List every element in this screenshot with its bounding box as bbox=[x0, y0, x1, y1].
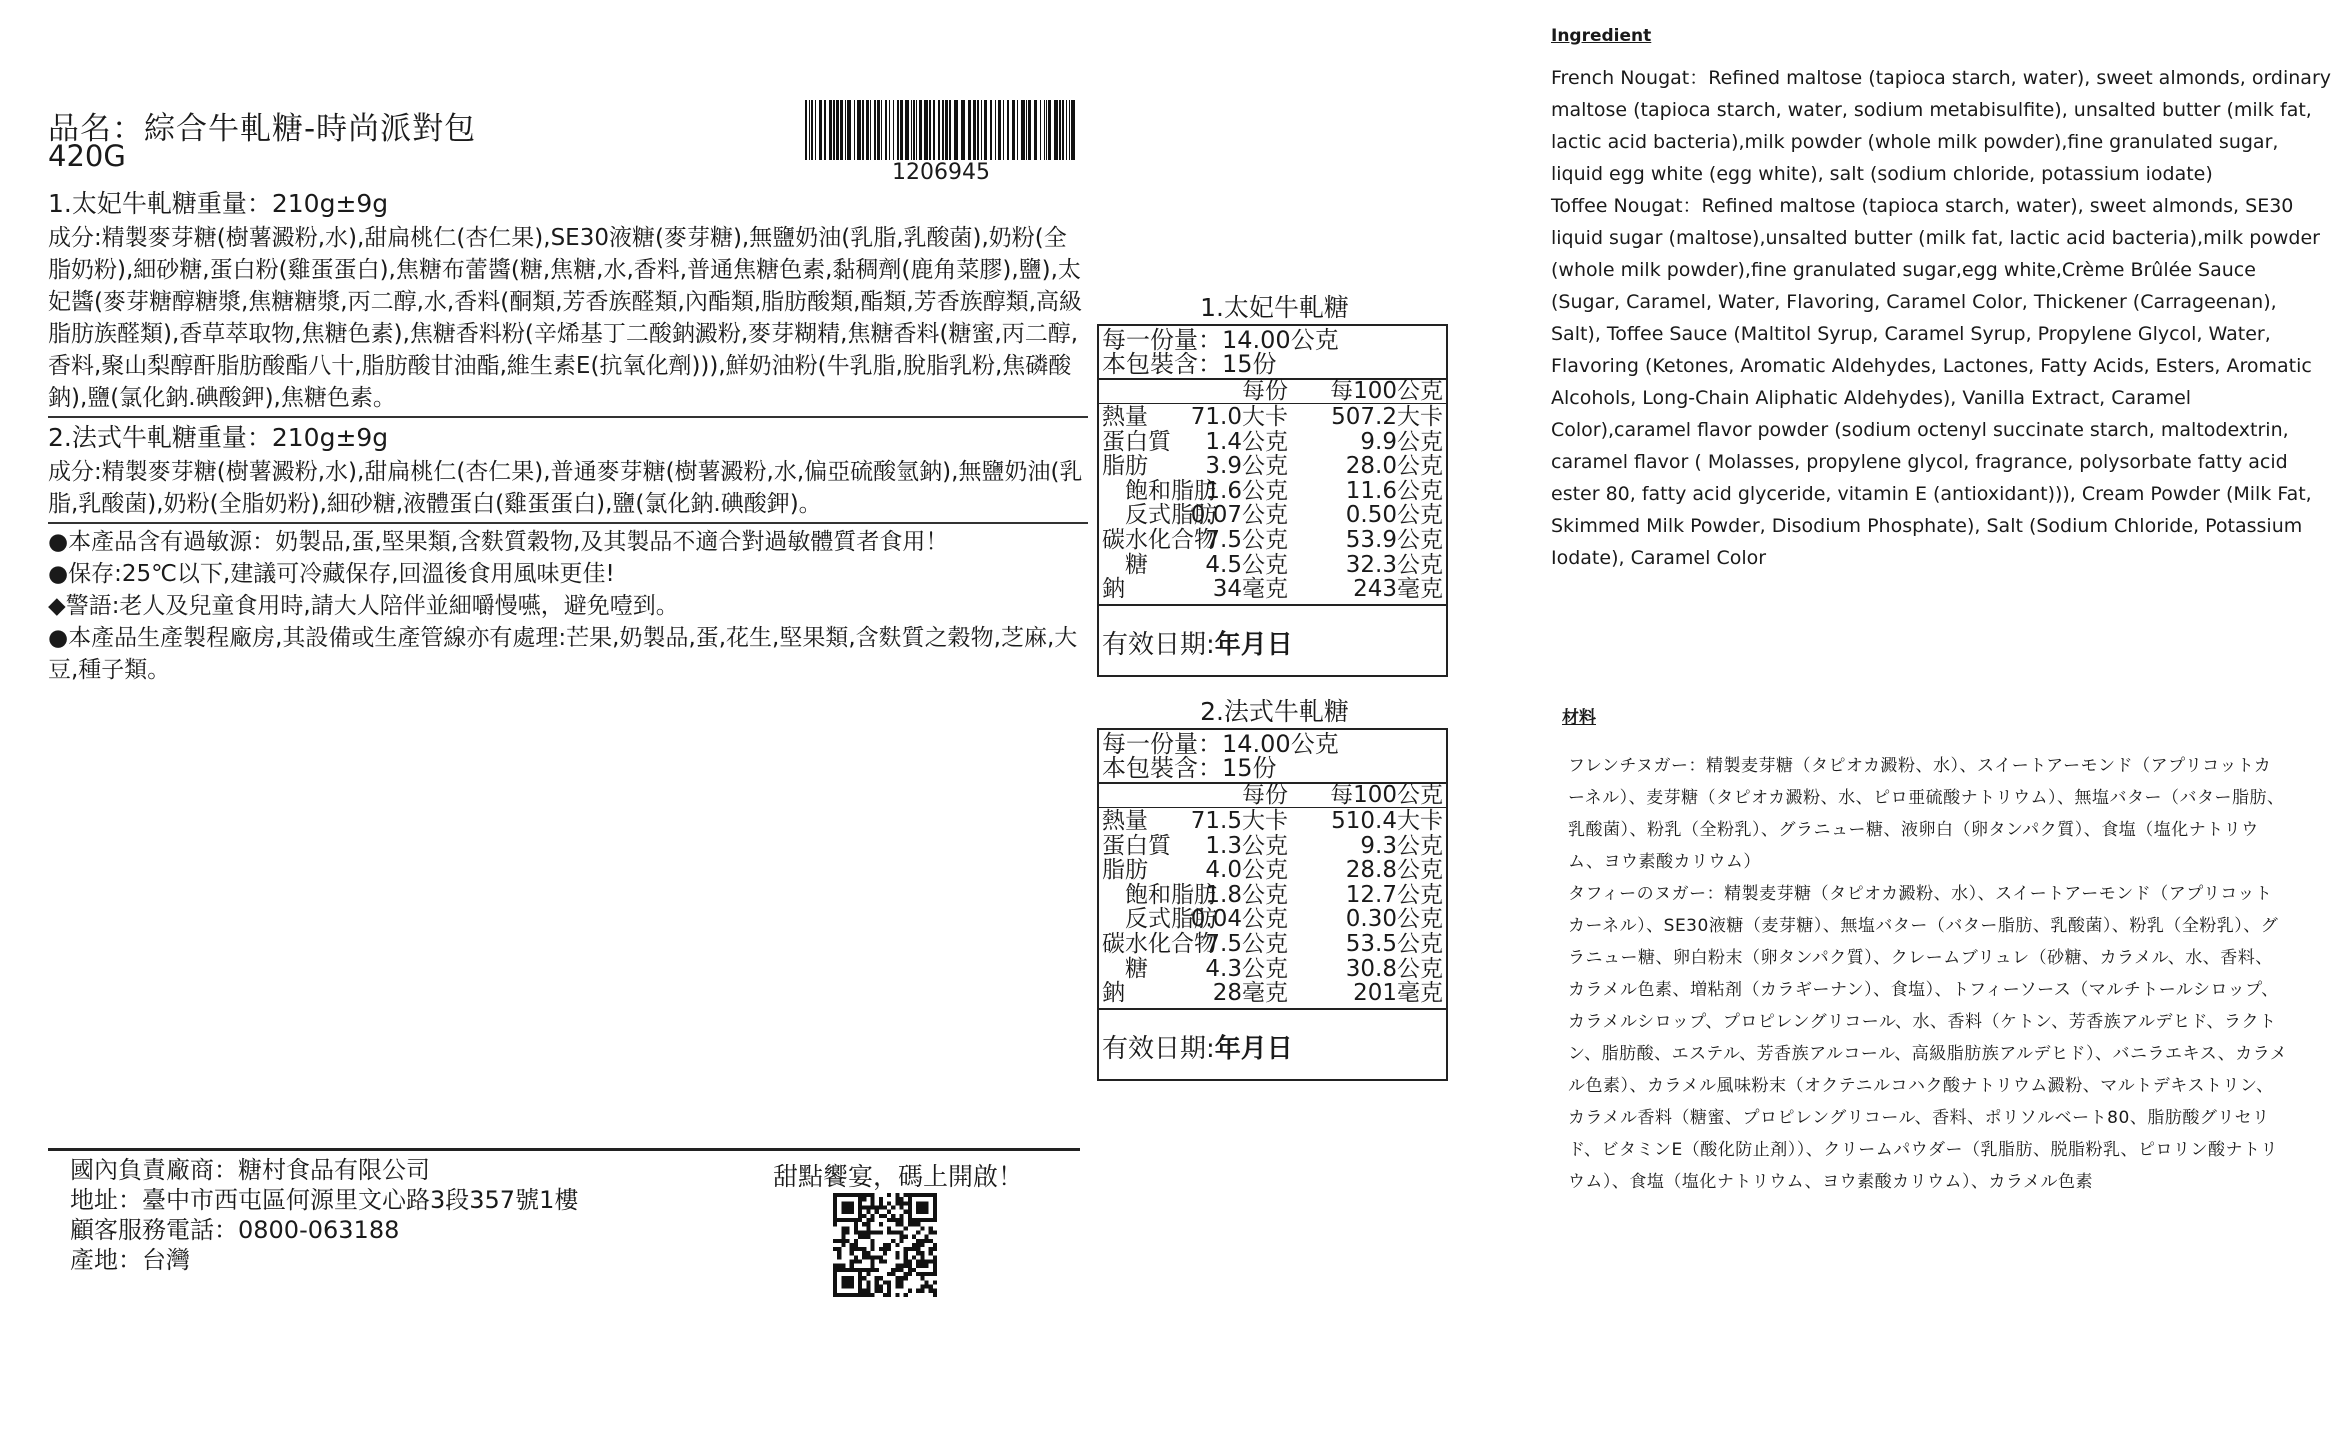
nutrition-row bbox=[1102, 907, 1443, 932]
per-serving-value: 4.0公克 bbox=[1205, 857, 1288, 884]
nutrition-title: 1.太妃牛軋糖 bbox=[1200, 293, 1349, 322]
nutrition-row bbox=[1102, 503, 1443, 528]
servings-per-package: 本包裝含：15份 bbox=[1102, 350, 1277, 378]
per-100g-value: 9.3公克 bbox=[1360, 832, 1443, 859]
per-100g-value: 28.0公克 bbox=[1345, 453, 1443, 480]
japanese-toffee-nougat: タフィーのヌガー：精製麦芽糖（タピオカ澱粉、水）、スイートアーモンド（アプリコットカーネル）、SE30液糖（麦芽糖）、無塩バター（バター脂肪、乳酸菌）、粉乳（全粉乳）、グラニュー糖、卵白粉末（卵タンパク質）、クレームブリュレ（砂糖、カラメル、水、香料、カラメル色素、増粘剤（カラギーナン）、食塩）、トフィーソース（マルチトールシロップ、カラメルシロップ、プロピレングリコール、水、香料（ケトン、芳香族アルデヒド、ラクトン、脂肪酸、エステル、芳香族アルコール、高級脂肪族アルデヒド）、バニラエキス、カラメル色素）、カラメル風味粉末（オクテニルコハク酸ナトリウム澱粉、マルトデキストリン、カラメル香料（糖蜜、プロピレングリコール、香料、ポリソルベート80、脂肪酸グリセリド、ビタミンE（酸化防止剤））、クリームパウダー（乳脂肪、脱脂粉乳、ピロリン酸ナトリウム）、食塩（塩化ナトリウム、ヨウ素酸カリウム）、カラメル色素 bbox=[1568, 884, 2288, 1192]
nutrient-label: 反式脂肪 bbox=[1102, 906, 1217, 933]
storage-note: ●保存:25℃以下,建議可冷藏保存,回溫後食用風味更佳! bbox=[48, 561, 615, 587]
footer-divider bbox=[48, 1148, 1080, 1151]
per-serving-value: 7.5公克 bbox=[1205, 526, 1288, 553]
nutrition-row bbox=[1102, 957, 1443, 982]
section2-ingredients: 成分:精製麥芽糖(樹薯澱粉,水),甜扁桃仁(杏仁果),普通麥芽糖(樹薯澱粉,水,偏亞硫酸氫鈉),無鹽奶油(乳脂,乳酸菌),奶粉(全脂奶粉),細砂糖,液體蛋白(雞蛋蛋白),鹽(氯化鈉.碘酸鉀)。 bbox=[48, 459, 1083, 517]
facility-note: ●本產品生產製程廠房,其設備或生產管線亦有處理:芒果,奶製品,蛋,花生,堅果類,含麩質之穀物,芝麻,大豆,種子類。 bbox=[48, 625, 1078, 683]
nutrition-row bbox=[1102, 553, 1443, 578]
col-per-100g: 每100公克 bbox=[1330, 378, 1443, 404]
per-serving-value: 3.9公克 bbox=[1205, 453, 1288, 480]
per-100g-value: 243毫克 bbox=[1353, 576, 1443, 603]
qr-code-icon[interactable] bbox=[833, 1193, 937, 1297]
qr-slogan: 甜點饗宴，碼上開啟！ bbox=[773, 1162, 1024, 1191]
divider bbox=[48, 522, 1088, 524]
servings-per-package: 本包裝含：15份 bbox=[1102, 754, 1277, 782]
expiry-value: 年月日 bbox=[1214, 1033, 1293, 1064]
per-100g-value: 0.50公克 bbox=[1345, 502, 1443, 529]
english-french-nougat: French Nougat：Refined maltose (tapioca starch, water), sweet almonds, ordinary maltose (tapioca starch, water, sodium metabisulfite), unsalted butter (milk fat, lactic acid bacteria),milk powder (whole milk powder),fine granulated sugar, liquid egg white (egg white), salt (sodium chloride, potassium iodate) bbox=[1551, 67, 2332, 185]
nutrient-label: 脂肪 bbox=[1102, 857, 1148, 884]
nutrient-label: 碳水化合物 bbox=[1102, 930, 1217, 957]
expiry-label: 有效日期: bbox=[1102, 1033, 1215, 1064]
per-serving-value: 7.5公克 bbox=[1205, 930, 1288, 957]
nutrient-label: 鈉 bbox=[1102, 980, 1125, 1007]
barcode-image bbox=[805, 100, 1077, 160]
col-per-100g: 每100公克 bbox=[1330, 782, 1443, 808]
serving-size: 每一份量：14.00公克 bbox=[1102, 326, 1339, 354]
nutrition-row bbox=[1102, 479, 1443, 504]
nutrient-label: 糖 bbox=[1102, 955, 1148, 982]
japanese-french-nougat: フレンチヌガー：精製麦芽糖（タピオカ澱粉、水）、スイートアーモンド（アプリコットカーネル）、麦芽糖（タピオカ澱粉、水、ピロ亜硫酸ナトリウム）、無塩バター（バター脂肪、乳酸菌）、粉乳（全粉乳）、グラニュー糖、液卵白（卵タンパク質）、食塩（塩化ナトリウム、ヨウ素酸カリウム） bbox=[1568, 756, 2285, 872]
nutrition-block-1 bbox=[1097, 288, 1452, 677]
nutrition-row bbox=[1102, 454, 1443, 479]
nutrition-row bbox=[1102, 834, 1443, 859]
address: 地址：臺中市西屯區何源里文心路3段357號1樓 bbox=[70, 1186, 579, 1214]
nutrient-label: 飽和脂肪 bbox=[1102, 477, 1217, 504]
expiry-value: 年月日 bbox=[1214, 629, 1293, 660]
nutrition-row bbox=[1102, 932, 1443, 957]
english-ingredients bbox=[1551, 62, 2331, 574]
per-serving-value: 0.07公克 bbox=[1190, 502, 1288, 529]
per-serving-value: 1.3公克 bbox=[1205, 832, 1288, 859]
nutrition-table bbox=[1097, 728, 1448, 1081]
per-serving-value: 1.8公克 bbox=[1205, 881, 1288, 908]
nutrient-label: 蛋白質 bbox=[1102, 832, 1171, 859]
per-serving-value: 1.4公克 bbox=[1205, 428, 1288, 455]
per-serving-value: 71.0大卡 bbox=[1190, 404, 1288, 430]
nutrient-label: 飽和脂肪 bbox=[1102, 881, 1217, 908]
section1-title: 1.太妃牛軋糖重量：210g±9g bbox=[48, 189, 389, 218]
expiry-date bbox=[1099, 1010, 1446, 1079]
per-100g-value: 510.4大卡 bbox=[1331, 808, 1443, 834]
nutrition-row bbox=[1102, 981, 1443, 1006]
expiry-date bbox=[1099, 606, 1446, 675]
product-weight: 420G bbox=[48, 139, 126, 173]
nutrient-label: 糖 bbox=[1102, 551, 1148, 578]
per-serving-value: 4.5公克 bbox=[1205, 551, 1288, 578]
nutrition-row bbox=[1102, 528, 1443, 553]
company-info bbox=[70, 1155, 578, 1275]
per-100g-value: 53.5公克 bbox=[1345, 930, 1443, 957]
customer-phone: 顧客服務電話：0800-063188 bbox=[70, 1216, 400, 1244]
origin: 產地：台灣 bbox=[70, 1246, 190, 1274]
nutrition-table bbox=[1097, 324, 1448, 677]
section2-title: 2.法式牛軋糖重量：210g±9g bbox=[48, 423, 389, 452]
nutrient-label: 熱量 bbox=[1102, 404, 1148, 430]
nutrition-row bbox=[1102, 430, 1443, 455]
nutrition-row bbox=[1102, 883, 1443, 908]
per-serving-value: 0.04公克 bbox=[1190, 906, 1288, 933]
ingredients-column bbox=[48, 186, 1088, 686]
nutrition-rows bbox=[1099, 808, 1446, 1010]
per-serving-value: 34毫克 bbox=[1212, 576, 1288, 603]
nutrition-block-2 bbox=[1097, 692, 1452, 1081]
nutrient-label: 蛋白質 bbox=[1102, 428, 1171, 455]
japanese-ingredients bbox=[1568, 750, 2288, 1198]
nutrition-title: 2.法式牛軋糖 bbox=[1200, 697, 1349, 726]
allergen-note: ●本產品含有過敏源：奶製品,蛋,堅果類,含麩質穀物,及其製品不適合對過敏體質者食用！ bbox=[48, 529, 949, 555]
per-100g-value: 28.8公克 bbox=[1345, 857, 1443, 884]
nutrition-row bbox=[1102, 858, 1443, 883]
nutrient-label: 脂肪 bbox=[1102, 453, 1148, 480]
nutrition-row bbox=[1102, 809, 1443, 834]
barcode-number: 1206945 bbox=[892, 160, 990, 185]
per-serving-value: 28毫克 bbox=[1212, 980, 1288, 1007]
per-100g-value: 9.9公克 bbox=[1360, 428, 1443, 455]
nutrition-row bbox=[1102, 577, 1443, 602]
per-serving-value: 1.6公克 bbox=[1205, 477, 1288, 504]
per-100g-value: 12.7公克 bbox=[1345, 881, 1443, 908]
warning-note: ◆警語:老人及兒童食用時,請大人陪伴並細嚼慢嚥，避免噎到。 bbox=[48, 593, 679, 619]
japanese-heading: 材料 bbox=[1562, 708, 1596, 728]
col-per-serving: 每份 bbox=[1242, 782, 1288, 808]
nutrition-rows bbox=[1099, 404, 1446, 606]
per-100g-value: 201毫克 bbox=[1353, 980, 1443, 1007]
nutrient-label: 反式脂肪 bbox=[1102, 502, 1217, 529]
per-100g-value: 507.2大卡 bbox=[1331, 404, 1443, 430]
divider bbox=[48, 416, 1088, 418]
per-100g-value: 30.8公克 bbox=[1345, 955, 1443, 982]
nutrition-row bbox=[1102, 405, 1443, 430]
serving-size: 每一份量：14.00公克 bbox=[1102, 730, 1339, 758]
nutrient-label: 鈉 bbox=[1102, 576, 1125, 603]
per-100g-value: 32.3公克 bbox=[1345, 551, 1443, 578]
manufacturer: 國內負責廠商：糖村食品有限公司 bbox=[70, 1156, 430, 1184]
nutrient-label: 碳水化合物 bbox=[1102, 526, 1217, 553]
per-serving-value: 4.3公克 bbox=[1205, 955, 1288, 982]
per-serving-value: 71.5大卡 bbox=[1190, 808, 1288, 834]
nutrient-label: 熱量 bbox=[1102, 808, 1148, 834]
english-toffee-nougat: Toffee Nougat：Refined maltose (tapioca starch, water), sweet almonds, SE30 liquid sugar (maltose),unsalted butter (milk fat, lactic acid bacteria),milk powder (whole milk powder),fine granulated sugar,egg white,Crème Brûlée Sauce (Sugar, Caramel, Water, Flavoring, Caramel Color, Thickener (Carrageenan), Salt), Toffee Sauce (Maltitol Syrup, Caramel Syrup, Propylene Glycol, Water, Flavoring (Ketones, Aromatic Aldehydes, Lactones, Fatty Acids, Esters, Aromatic Alcohols, Long-Chain Aliphatic Aldehydes), Vanilla Extract, Caramel Color),caramel flavor powder (sodium octenyl succinate starch, maltodextrin, caramel flavor ( Molasses, propylene glycol, fragrance, polysorbate fatty acid ester 80, fatty acid glyceride, vitamin E (antioxidant))), Cream Powder (Milk Fat, Skimmed Milk Powder, Disodium Phosphate), Salt (Sodium Chloride, Potassium Iodate), Caramel Color bbox=[1551, 195, 2320, 569]
section1-ingredients: 成分:精製麥芽糖(樹薯澱粉,水),甜扁桃仁(杏仁果),SE30液糖(麥芽糖),無鹽奶油(乳脂,乳酸菌),奶粉(全脂奶粉),細砂糖,蛋白粉(雞蛋蛋白),焦糖布蕾醬(糖,焦糖,水,香料,普通焦糖色素,黏稠劑(鹿角菜膠),鹽),太妃醬(麥芽糖醇糖漿,焦糖糖漿,丙二醇,水,香料(酮類,芳香族醛類,內酯類,脂肪酸類,酯類,芳香族醇類,高級脂肪族醛類),香草萃取物,焦糖色素),焦糖香料粉(辛烯基丁二酸鈉澱粉,麥芽糊精,焦糖香料(糖蜜,丙二醇,香料,聚山梨醇酐脂肪酸酯八十,脂肪酸甘油酯,維生素E(抗氧化劑))),鮮奶油粉(牛乳脂,脫脂乳粉,焦磷酸鈉),鹽(氯化鈉.碘酸鉀),焦糖色素。 bbox=[48, 225, 1083, 411]
english-heading: Ingredient bbox=[1551, 26, 1652, 46]
per-100g-value: 0.30公克 bbox=[1345, 906, 1443, 933]
per-100g-value: 53.9公克 bbox=[1345, 526, 1443, 553]
col-per-serving: 每份 bbox=[1242, 378, 1288, 404]
expiry-label: 有效日期: bbox=[1102, 629, 1215, 660]
per-100g-value: 11.6公克 bbox=[1345, 477, 1443, 504]
product-name: 品名：綜合牛軋糖-時尚派對包 bbox=[48, 111, 477, 147]
